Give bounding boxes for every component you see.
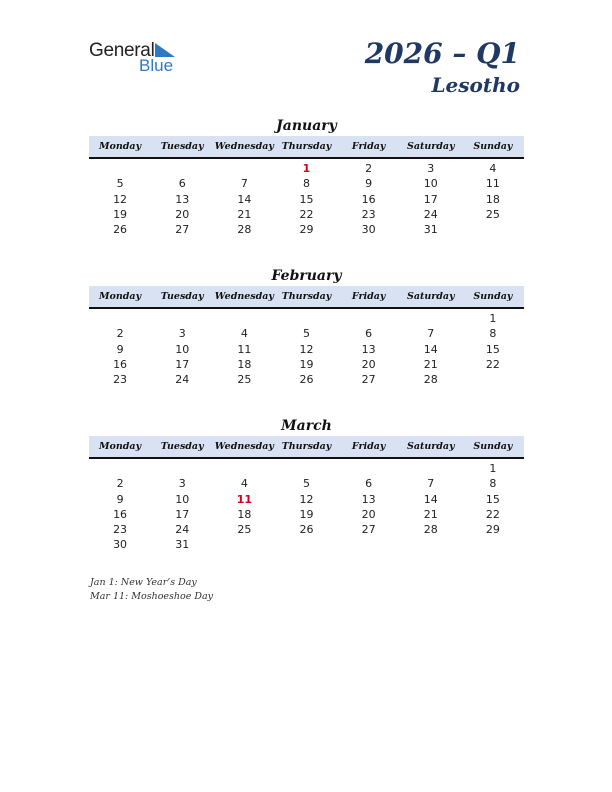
day-cell: 8 bbox=[489, 327, 497, 341]
day-cell: 27 bbox=[361, 373, 376, 387]
day-cell: 17 bbox=[175, 507, 190, 521]
empty-day-cell bbox=[213, 461, 275, 476]
weekday-saturday: Saturday bbox=[406, 441, 455, 452]
day-cell: 21 bbox=[423, 507, 438, 521]
day-cell: 5 bbox=[302, 477, 310, 491]
day-cell: 12 bbox=[299, 492, 314, 506]
empty-day-cell bbox=[400, 461, 462, 476]
month-march bbox=[89, 416, 524, 553]
day-cell: 4 bbox=[489, 162, 497, 175]
weekday-sunday: Sunday bbox=[473, 141, 513, 152]
day-cell: 26 bbox=[113, 223, 128, 237]
day-cell: 10 bbox=[423, 177, 438, 191]
day-cell: 22 bbox=[485, 507, 500, 521]
day-cell: 17 bbox=[175, 357, 190, 371]
day-cell: 12 bbox=[113, 192, 128, 206]
empty-day-cell bbox=[338, 311, 400, 326]
day-cell: 10 bbox=[175, 342, 190, 356]
day-cell: 1 bbox=[489, 462, 497, 475]
empty-day-cell bbox=[213, 311, 275, 326]
empty-day-cell bbox=[151, 461, 213, 476]
weekday-header bbox=[89, 286, 524, 309]
day-cell: 13 bbox=[361, 492, 376, 506]
empty-day-cell bbox=[275, 461, 337, 476]
day-cell: 7 bbox=[427, 477, 435, 491]
day-cell: 6 bbox=[178, 177, 186, 191]
empty-day-cell bbox=[338, 461, 400, 476]
page-title bbox=[365, 36, 520, 98]
general-blue-logo bbox=[89, 40, 189, 76]
day-cell: 16 bbox=[361, 192, 376, 206]
empty-day-cell bbox=[89, 461, 151, 476]
day-cell: 22 bbox=[299, 207, 314, 221]
day-cell: 16 bbox=[113, 507, 128, 521]
day-cell: 1 bbox=[489, 312, 497, 325]
weekday-tuesday: Tuesday bbox=[160, 141, 204, 152]
day-cell: 5 bbox=[116, 177, 124, 191]
weekday-wednesday: Wednesday bbox=[214, 441, 274, 452]
day-cell: 18 bbox=[485, 192, 500, 206]
day-cell: 9 bbox=[116, 342, 124, 356]
day-cell: 25 bbox=[237, 523, 252, 537]
day-cell: 14 bbox=[237, 192, 252, 206]
holiday-day-cell: 11 bbox=[236, 492, 252, 506]
day-grid bbox=[89, 311, 524, 387]
weekday-thursday: Thursday bbox=[281, 291, 332, 302]
day-cell: 14 bbox=[423, 342, 438, 356]
day-cell: 15 bbox=[485, 492, 500, 506]
empty-day-cell bbox=[89, 161, 151, 176]
day-cell: 23 bbox=[113, 373, 128, 387]
day-cell: 18 bbox=[237, 507, 252, 521]
day-cell: 13 bbox=[361, 342, 376, 356]
month-name: March bbox=[281, 418, 332, 434]
day-cell: 24 bbox=[423, 207, 438, 221]
day-cell: 24 bbox=[175, 373, 190, 387]
day-cell: 13 bbox=[175, 192, 190, 206]
day-cell: 30 bbox=[361, 223, 376, 237]
day-cell: 3 bbox=[178, 477, 186, 491]
day-cell: 5 bbox=[302, 327, 310, 341]
holiday-notes bbox=[90, 576, 213, 604]
day-cell: 28 bbox=[423, 373, 438, 387]
day-cell: 19 bbox=[299, 357, 314, 371]
day-cell: 6 bbox=[365, 327, 373, 341]
day-cell: 21 bbox=[423, 357, 438, 371]
month-name: January bbox=[276, 118, 337, 134]
day-cell: 26 bbox=[299, 373, 314, 387]
day-cell: 11 bbox=[485, 177, 500, 191]
empty-day-cell bbox=[151, 161, 213, 176]
weekday-friday: Friday bbox=[351, 291, 386, 302]
day-cell: 2 bbox=[116, 327, 124, 341]
day-cell: 30 bbox=[113, 538, 128, 552]
day-cell: 4 bbox=[240, 327, 248, 341]
day-cell: 3 bbox=[178, 327, 186, 341]
day-cell: 29 bbox=[485, 523, 500, 537]
weekday-monday: Monday bbox=[99, 141, 142, 152]
holiday-note: Mar 11: Moshoeshoe Day bbox=[90, 591, 214, 602]
day-cell: 26 bbox=[299, 523, 314, 537]
day-cell: 16 bbox=[113, 357, 128, 371]
day-grid bbox=[89, 161, 524, 237]
day-cell: 28 bbox=[237, 223, 252, 237]
day-cell: 18 bbox=[237, 357, 252, 371]
day-cell: 20 bbox=[361, 507, 376, 521]
day-cell: 6 bbox=[365, 477, 373, 491]
day-cell: 7 bbox=[240, 177, 248, 191]
day-cell: 20 bbox=[361, 357, 376, 371]
day-cell: 22 bbox=[485, 357, 500, 371]
day-cell: 27 bbox=[175, 223, 190, 237]
weekday-saturday: Saturday bbox=[406, 141, 455, 152]
day-cell: 31 bbox=[423, 223, 438, 237]
empty-day-cell bbox=[151, 311, 213, 326]
day-cell: 23 bbox=[113, 523, 128, 537]
weekday-friday: Friday bbox=[351, 441, 386, 452]
day-cell: 25 bbox=[237, 373, 252, 387]
weekday-thursday: Thursday bbox=[281, 441, 332, 452]
weekday-wednesday: Wednesday bbox=[214, 141, 274, 152]
country-title: Lesotho bbox=[431, 73, 520, 97]
day-cell: 11 bbox=[237, 342, 252, 356]
day-cell: 2 bbox=[365, 162, 373, 175]
logo-flag-icon bbox=[155, 43, 175, 57]
day-cell: 3 bbox=[427, 162, 435, 175]
day-cell: 14 bbox=[423, 492, 438, 506]
day-cell: 15 bbox=[485, 342, 500, 356]
day-cell: 24 bbox=[175, 523, 190, 537]
day-cell: 8 bbox=[302, 177, 310, 191]
day-cell: 8 bbox=[489, 477, 497, 491]
day-cell: 7 bbox=[427, 327, 435, 341]
day-cell: 31 bbox=[175, 538, 190, 552]
weekday-wednesday: Wednesday bbox=[214, 291, 274, 302]
weekday-saturday: Saturday bbox=[406, 291, 455, 302]
logo-text-general: General bbox=[89, 40, 155, 61]
day-cell: 4 bbox=[240, 477, 248, 491]
empty-day-cell bbox=[275, 311, 337, 326]
day-cell: 15 bbox=[299, 192, 314, 206]
day-cell: 28 bbox=[423, 523, 438, 537]
day-cell: 19 bbox=[113, 207, 128, 221]
weekday-sunday: Sunday bbox=[473, 441, 513, 452]
weekday-monday: Monday bbox=[99, 441, 142, 452]
day-cell: 17 bbox=[423, 192, 438, 206]
quarter-title: 2026 – Q1 bbox=[364, 37, 520, 70]
weekday-sunday: Sunday bbox=[473, 291, 513, 302]
empty-day-cell bbox=[213, 161, 275, 176]
day-cell: 9 bbox=[365, 177, 373, 191]
weekday-monday: Monday bbox=[99, 291, 142, 302]
empty-day-cell bbox=[400, 311, 462, 326]
month-name: February bbox=[271, 268, 342, 284]
weekday-header bbox=[89, 436, 524, 459]
month-february bbox=[89, 266, 524, 387]
day-cell: 27 bbox=[361, 523, 376, 537]
day-cell: 21 bbox=[237, 207, 252, 221]
empty-day-cell bbox=[89, 311, 151, 326]
day-cell: 19 bbox=[299, 507, 314, 521]
day-cell: 10 bbox=[175, 492, 190, 506]
weekday-tuesday: Tuesday bbox=[160, 441, 204, 452]
day-cell: 25 bbox=[485, 207, 500, 221]
weekday-header bbox=[89, 136, 524, 159]
logo-text-blue: Blue bbox=[139, 56, 174, 75]
day-cell: 23 bbox=[361, 207, 376, 221]
day-cell: 12 bbox=[299, 342, 314, 356]
day-cell: 2 bbox=[116, 477, 124, 491]
holiday-day-cell: 1 bbox=[302, 162, 311, 175]
holiday-note: Jan 1: New Year’s Day bbox=[90, 577, 197, 588]
weekday-friday: Friday bbox=[351, 141, 386, 152]
day-cell: 9 bbox=[116, 492, 124, 506]
month-january bbox=[89, 116, 524, 237]
weekday-thursday: Thursday bbox=[281, 141, 332, 152]
weekday-tuesday: Tuesday bbox=[160, 291, 204, 302]
day-grid bbox=[89, 461, 524, 553]
day-cell: 20 bbox=[175, 207, 190, 221]
day-cell: 29 bbox=[299, 223, 314, 237]
